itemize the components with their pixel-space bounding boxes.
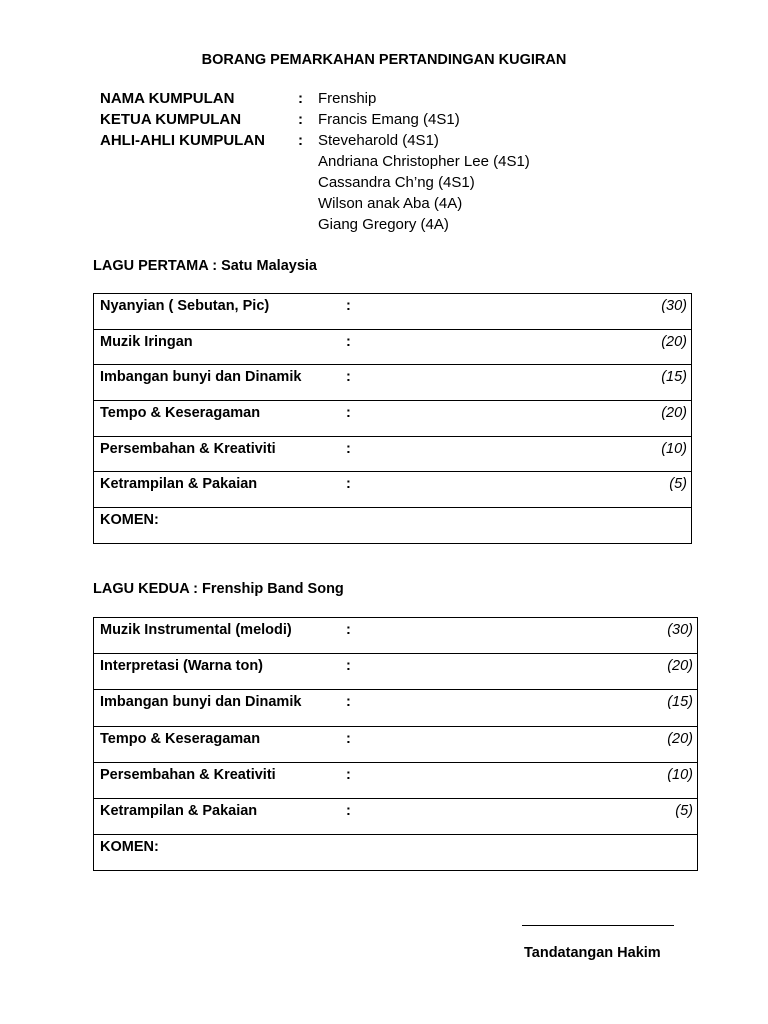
member-item: Cassandra Ch’ng (4S1) bbox=[318, 174, 475, 191]
table-row bbox=[94, 654, 698, 690]
table-row bbox=[94, 401, 692, 437]
max-points: (20) bbox=[627, 329, 692, 365]
song2-score-table bbox=[93, 617, 698, 871]
table-row bbox=[94, 365, 692, 401]
table-row bbox=[94, 618, 698, 654]
criterion-label: Muzik Iringan bbox=[94, 329, 347, 365]
table-row bbox=[94, 798, 698, 834]
colon: : bbox=[346, 690, 366, 726]
colon: : bbox=[346, 762, 366, 798]
criterion-label: Tempo & Keseragaman bbox=[94, 726, 347, 762]
criterion-label: Interpretasi (Warna ton) bbox=[94, 654, 347, 690]
criterion-label: Tempo & Keseragaman bbox=[94, 401, 347, 437]
max-points: (20) bbox=[633, 726, 698, 762]
score-cell[interactable] bbox=[366, 472, 627, 508]
comment-field[interactable]: KOMEN: bbox=[94, 508, 692, 544]
song1-score-table bbox=[93, 293, 692, 544]
members-label: AHLI-AHLI KUMPULAN bbox=[100, 132, 265, 149]
group-name-row bbox=[100, 88, 530, 109]
member-item: Wilson anak Aba (4A) bbox=[318, 195, 463, 212]
colon: : bbox=[346, 401, 366, 437]
colon: : bbox=[346, 329, 366, 365]
table-row bbox=[94, 294, 692, 330]
table-row bbox=[94, 436, 692, 472]
members-row bbox=[100, 130, 530, 233]
max-points: (30) bbox=[627, 294, 692, 330]
score-cell[interactable] bbox=[366, 654, 633, 690]
table-row bbox=[94, 762, 698, 798]
group-name-value: Frenship bbox=[318, 90, 377, 107]
score-cell[interactable] bbox=[366, 726, 633, 762]
colon: : bbox=[298, 132, 303, 149]
member-item: Giang Gregory (4A) bbox=[318, 216, 449, 233]
max-points: (10) bbox=[633, 762, 698, 798]
score-cell[interactable] bbox=[366, 329, 627, 365]
criterion-label: Muzik Instrumental (melodi) bbox=[94, 618, 347, 654]
max-points: (5) bbox=[627, 472, 692, 508]
table-row bbox=[94, 726, 698, 762]
colon: : bbox=[298, 90, 303, 107]
colon: : bbox=[298, 111, 303, 128]
colon: : bbox=[346, 726, 366, 762]
max-points: (10) bbox=[627, 436, 692, 472]
max-points: (5) bbox=[633, 798, 698, 834]
max-points: (30) bbox=[633, 618, 698, 654]
max-points: (15) bbox=[627, 365, 692, 401]
colon: : bbox=[346, 436, 366, 472]
score-cell[interactable] bbox=[366, 762, 633, 798]
colon: : bbox=[346, 472, 366, 508]
members-list bbox=[318, 130, 530, 233]
criterion-label: Imbangan bunyi dan Dinamik bbox=[94, 690, 347, 726]
group-info bbox=[100, 88, 530, 233]
criterion-label: Persembahan & Kreativiti bbox=[94, 762, 347, 798]
criterion-label: Nyanyian ( Sebutan, Pic) bbox=[94, 294, 347, 330]
colon: : bbox=[346, 798, 366, 834]
signature-label: Tandatangan Hakim bbox=[524, 945, 661, 961]
score-cell[interactable] bbox=[366, 401, 627, 437]
score-cell[interactable] bbox=[366, 690, 633, 726]
score-cell[interactable] bbox=[366, 365, 627, 401]
score-cell[interactable] bbox=[366, 294, 627, 330]
criterion-label: Imbangan bunyi dan Dinamik bbox=[94, 365, 347, 401]
comment-field[interactable]: KOMEN: bbox=[94, 835, 698, 871]
criterion-label: Ketrampilan & Pakaian bbox=[94, 472, 347, 508]
table-row bbox=[94, 472, 692, 508]
criterion-label: Ketrampilan & Pakaian bbox=[94, 798, 347, 834]
max-points: (20) bbox=[627, 401, 692, 437]
colon: : bbox=[346, 618, 366, 654]
leader-value: Francis Emang (4S1) bbox=[318, 111, 460, 128]
colon: : bbox=[346, 654, 366, 690]
form-title: BORANG PEMARKAHAN PERTANDINGAN KUGIRAN bbox=[201, 52, 567, 68]
song2-title: LAGU KEDUA : Frenship Band Song bbox=[93, 581, 344, 597]
member-item: Steveharold (4S1) bbox=[318, 132, 439, 149]
score-cell[interactable] bbox=[366, 798, 633, 834]
comment-row bbox=[94, 508, 692, 544]
leader-row bbox=[100, 109, 530, 130]
comment-row bbox=[94, 835, 698, 871]
member-item: Andriana Christopher Lee (4S1) bbox=[318, 153, 530, 170]
criterion-label: Persembahan & Kreativiti bbox=[94, 436, 347, 472]
leader-label: KETUA KUMPULAN bbox=[100, 111, 242, 128]
colon: : bbox=[346, 294, 366, 330]
signature-line[interactable] bbox=[522, 925, 674, 926]
table-row bbox=[94, 690, 698, 726]
score-cell[interactable] bbox=[366, 618, 633, 654]
song1-title: LAGU PERTAMA : Satu Malaysia bbox=[93, 258, 317, 274]
max-points: (15) bbox=[633, 690, 698, 726]
max-points: (20) bbox=[633, 654, 698, 690]
colon: : bbox=[346, 365, 366, 401]
group-name-label: NAMA KUMPULAN bbox=[100, 90, 235, 107]
score-cell[interactable] bbox=[366, 436, 627, 472]
table-row bbox=[94, 329, 692, 365]
